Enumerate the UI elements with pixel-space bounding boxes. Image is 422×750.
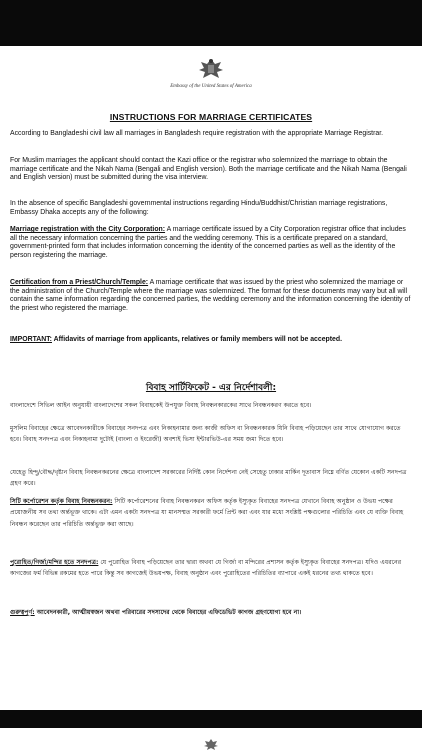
en-paragraph-4 <box>10 226 412 260</box>
bn-city-corporation-text: সিটি কর্পোরেশনের বিবাহ নিবন্ধনকরন অফিস কর্তৃক ইস্যুকৃত বিবাহের সনদপত্র যেখানে বিবাহ অনুষ্ঠান ও উভয় পক্ষের প্রয়োজনীয় সব তথ্য অর্ন্তভূক্ত থাকে। এটা এমন একটা সনদপত্র যা মানসম্মত সরকারী ফর্মে প্রিন্ট করা এবং যার মধ্যে সংশ্লিষ্ট পক্ষগুলোর পরিচিতি এবং যে ব্যক্তি বিবাহ নিবন্ধন করেছেন তার পরিচিতি অর্ন্তভুক্ত করা আছে। <box>10 498 404 528</box>
en-paragraph-5 <box>10 279 412 313</box>
bn-paragraph-5 <box>10 557 412 580</box>
bn-important-text: আবেদনকারী, আত্মীয়স্বজন অথবা পরিবারের সদস্যদের থেকে বিবাহের এফিডেভিট কাগজ গ্রহণযোগ্য হবে না। <box>34 609 302 616</box>
bn-paragraph-3: যেহেতু হিন্দু/বৌদ্ধ/খৃষ্টান বিবাহ নিবন্ধনকরনের ক্ষেত্রে বাংলাদেশ সরকারের নির্দিষ্ট কোন নির্দেশনা নেই সেহেতু ঢাকার মার্কিন দূতাবাস নিম্নে বর্ণিত যেকোন একটি সনদপত্র গ্রহণ করে। <box>10 469 407 488</box>
document-page <box>0 46 422 710</box>
document-title: INSTRUCTIONS FOR MARRIAGE CERTIFICATES <box>109 112 313 122</box>
bn-paragraph-4 <box>10 496 412 530</box>
en-city-corporation-text: A marriage certificate issued by a City Corporation registrar office that includes all the necessary information concerning the parties and the wedding ceremony. This is a certificate prepared on a standard, government-printed form that includes information concerning the identity of the concerned parties as well as the identity of the person registering the marriage. <box>10 226 406 259</box>
top-black-bar <box>0 0 422 46</box>
bn-paragraph-1: বাংলাদেশে সিভিল আইন অনুযায়ী বাংলাদেশের সকল বিবাহকেই উপযুক্ত বিবাহ নিবন্ধনকারকের সাথে নিবন্ধনকরণ করতে হবে। <box>10 402 312 409</box>
bottom-black-bar <box>0 710 422 728</box>
embassy-caption: Embassy of the United States of America <box>170 84 252 89</box>
en-paragraph-3: In the absence of specific Bangladeshi governmental instructions regarding Hindu/Buddhist/Christian marriage registrations, Embassy Dhaka accepts any of the following: <box>10 200 388 216</box>
en-city-corporation-heading: Marriage registration with the City Corporation: <box>10 226 166 233</box>
embassy-seal-icon <box>197 56 225 82</box>
bn-paragraph-6 <box>10 607 412 618</box>
en-paragraph-1: According to Bangladeshi civil law all marriages in Bangladesh require registration with the appropriate Marriage Registrar. <box>10 130 384 137</box>
bn-document-title: বিবাহ সার্টিফিকেট - এর নির্দেশাবলী: <box>145 383 277 393</box>
embassy-seal-icon-next-page <box>203 738 219 750</box>
en-priest-heading: Certification from a Priest/Church/Temple: <box>10 279 149 286</box>
en-paragraph-6 <box>10 336 412 345</box>
bn-city-corporation-heading: সিটি কর্পোরেশন কর্তৃক বিবাহ নিবন্ধনকরন: <box>10 498 113 505</box>
bn-important-label: গুরুত্বপূর্ণ: <box>10 609 35 616</box>
bn-priest-text: যে পুরোহিত বিবাহ পড়িয়েছেন তার দ্বারা অথবা যে গির্জা বা মন্দিরের প্রশাসন কর্তৃক ইস্যুকৃত বিবাহের সনদপত্র। যদিও এধরনের কাগজের ফর্ম বিভিন্ন রকমের হতে পারে কিন্তু সব কাগজেই উভয়পক্ষ, বিবাহ অনুষ্ঠান এবং পুরোহিতের পরিচিতির ব্যাপারে একই ধরনের তথ্য থাকতে হবে। <box>10 559 402 578</box>
en-paragraph-2: For Muslim marriages the applicant should contact the Kazi office or the registrar who solemnized the marriage to obtain the marriage certificate and the Nikah Nama (Bengali and English version). Both the marriage certificate and the Nikah Nama (Bengali and English version) must be submitted during the visa interview. <box>10 157 407 181</box>
bn-paragraph-2: মুসলিম বিবাহের ক্ষেত্রে আবেদনকারীকে বিবাহের সনদপত্র এবং নিকাহনামার জন্য কাজী অফিস বা নিবন্ধনকারক যিনি বিবাহ পড়িয়েছেন তার সাথে যোগাযোগ করতে হবে। বিবাহ সনদপত্র এবং নিকাহনামা দুটোই (বাংলা ও ইংরেজী) অবশ্যই ভিসা ইন্টারভিউ-এর সময় জমা দিতে হবে। <box>10 425 401 444</box>
en-important-label: IMPORTANT: <box>10 336 52 343</box>
bn-priest-heading: পুরোহিত/গির্জা/মন্দির হতে সনদপত্র: <box>10 559 99 566</box>
en-important-text: Affidavits of marriage from applicants, relatives or family members will not be accepted. <box>51 336 342 343</box>
en-priest-text: A marriage certificate that was issued by the priest who solemnized the marriage or the administration of the Church/Temple where the marriage was solemnized. The format for these documents may vary but all will contain the same information regarding the concerned parties, the wedding ceremony and the information concerning the identity of the priest who registered the marriage. <box>10 279 411 312</box>
